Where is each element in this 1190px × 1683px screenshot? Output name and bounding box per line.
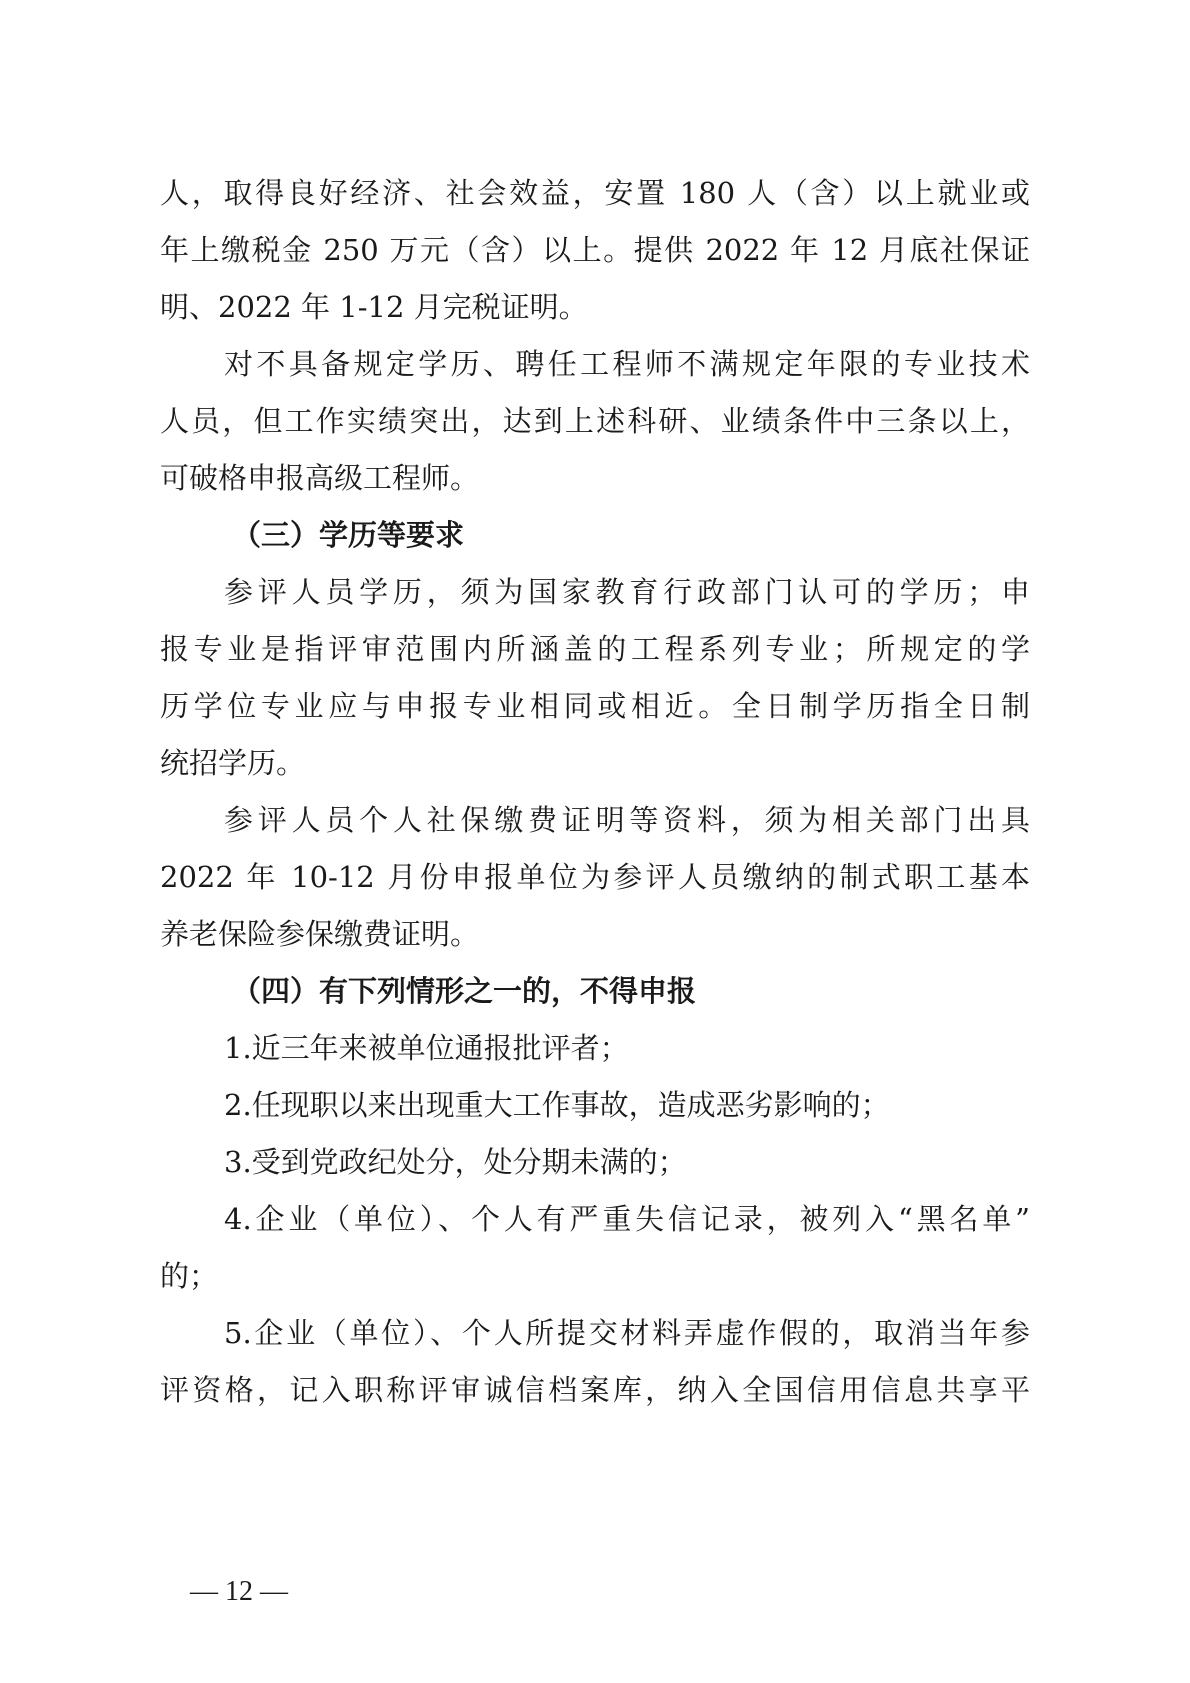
list-item-5-continued: 评资格，记入职称评审诚信档案库，纳入全国信用信息共享平	[160, 1373, 1030, 1407]
body-line-4: 对不具备规定学历、聘任工程师不满规定年限的专业技术	[224, 347, 1030, 381]
page-number: — 12 —	[190, 1576, 288, 1607]
body-line-1: 人，取得良好经济、社会效益，安置 180 人（含）以上就业或	[160, 176, 1030, 210]
list-item-3: 3.受到党政纪处分，处分期未满的；	[224, 1145, 687, 1179]
body-line-14: 养老保险参保缴费证明。	[160, 917, 480, 951]
body-line-12: 参评人员个人社保缴费证明等资料，须为相关部门出具	[224, 803, 1030, 837]
body-line-2: 年上缴税金 250 万元（含）以上。提供 2022 年 12 月底社保证	[160, 233, 1030, 267]
list-item-4: 4.企业（单位）、个人有严重失信记录，被列入“黑名单”	[224, 1202, 1030, 1236]
section-heading-4: （四）有下列情形之一的，不得申报	[232, 974, 697, 1008]
body-line-9: 报专业是指评审范围内所涵盖的工程系列专业；所规定的学	[160, 632, 1030, 666]
list-item-4-continued: 的；	[160, 1259, 219, 1293]
list-item-2: 2.任现职以来出现重大工作事故，造成恶劣影响的；	[224, 1088, 890, 1122]
body-line-11: 统招学历。	[160, 746, 306, 780]
body-line-13: 2022 年 10-12 月份申报单位为参评人员缴纳的制式职工基本	[160, 860, 1030, 894]
body-line-5: 人员，但工作实绩突出，达到上述科研、业绩条件中三条以上，	[160, 404, 1030, 438]
body-line-10: 历学位专业应与申报专业相同或相近。全日制学历指全日制	[160, 689, 1030, 723]
body-line-3: 明、2022 年 1-12 月完税证明。	[160, 290, 588, 324]
body-line-8: 参评人员学历，须为国家教育行政部门认可的学历；申	[224, 575, 1030, 609]
list-item-1: 1.近三年来被单位通报批评者；	[224, 1031, 629, 1065]
body-line-6: 可破格申报高级工程师。	[160, 461, 480, 495]
list-item-5: 5.企业（单位）、个人所提交材料弄虚作假的，取消当年参	[224, 1316, 1030, 1350]
section-heading-3: （三）学历等要求	[232, 518, 465, 552]
